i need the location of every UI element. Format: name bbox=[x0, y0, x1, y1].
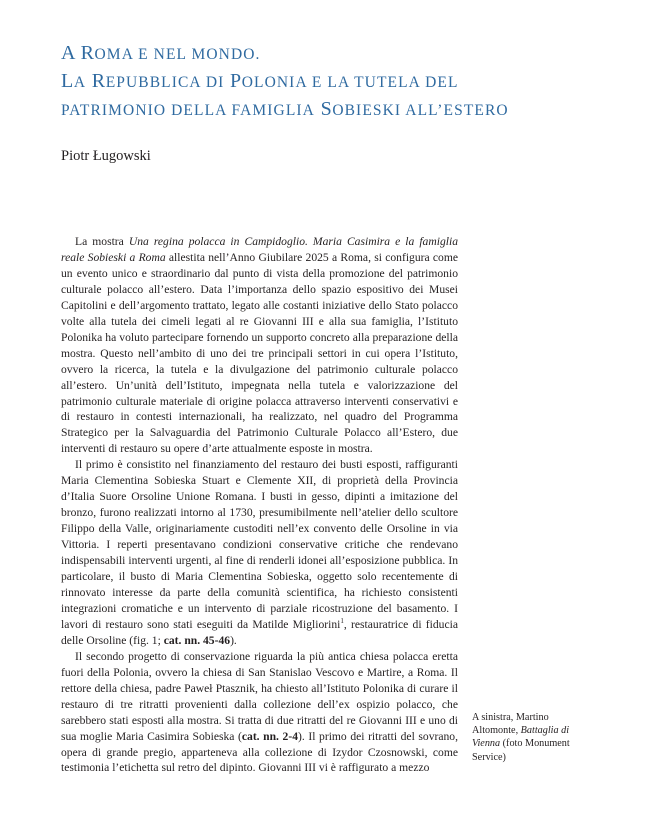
title-initial-r2: R bbox=[91, 70, 106, 92]
p2-text-b: , restauratrice di fiducia delle Orsoline (fig. 1; bbox=[61, 617, 458, 647]
p3-text-a: Il secondo progetto di conservazione riguarda la più antica chiesa polacca eretta fuori della Polonia, ovvero la chiesa di San Stanislao Vescovo e Martire, a Roma. Il rettore della chiesa, padre Paweł Ptasznik, ha chiesto all’Istituto Polonika di curare il restauro di tre ritratti provenienti dalla collezione dell’ex ospizio polacco, che sarebbero stati esposti alla mostra. Si tratta di due ritratti del re Giovanni III e uno di sua moglie Maria Casimira Sobieska ( bbox=[61, 649, 458, 743]
p1-text-a: La mostra bbox=[75, 235, 129, 248]
p2-text-a: Il primo è consistito nel finanziamento del restauro dei busti esposti, raffiguranti Maria Clementina Sobieska Stuart e Clemente XII, di proprietà della Provincia d’Italia Suore Orsoline Unione Romana. I busti in gesso, dipinti a imitazione del bronzo, furono realizzati intorno al 1730, presumibilmente nell’atelier dello scultore Filippo della Valle, originariamente custoditi nell’ex convento delle Orsoline in via Vittoria. I reperti presentavano condizioni conservative critiche che rendevano indispensabili interventi urgenti, al fine di renderli idonei all’esposizione pubblica. In particolare, il busto di Maria Clementina Sobieska, oggetto solo recentemente di rinnovato interesse da parte della comunità scientifica, ha richiesto consistenti integrazioni cromatiche e un intervento di parziale ricostruzione del basamento. I lavori di restauro sono stati eseguiti da Matilde Migliorini bbox=[61, 458, 458, 631]
p3-text-b: ). Il primo dei ritratti del sovrano, opera di grande pregio, apparteneva alla collezione di Izydor Czosnowski, come testimonia l’etichetta sul retro del dipinto. Giovanni III vi è raffigurato a mezzo bbox=[61, 729, 458, 775]
title-line-3-text-a: PATRIMONIO DELLA FAMIGLIA bbox=[61, 102, 315, 119]
figure-caption bbox=[472, 711, 590, 764]
title-initial-l: L bbox=[61, 70, 74, 92]
title-line-1-text: OMA E NEL MONDO. bbox=[94, 46, 261, 63]
catalog-ref-45-46: cat. nn. 45-46 bbox=[163, 633, 231, 647]
chapter-title bbox=[61, 40, 621, 124]
author-name: Piotr Ługowski bbox=[61, 148, 151, 164]
title-initial-s: S bbox=[320, 98, 333, 120]
paragraph-3 bbox=[61, 649, 458, 777]
footnote-ref[interactable]: 1 bbox=[340, 617, 344, 626]
title-line-2 bbox=[61, 68, 621, 96]
p2-text-c: ). bbox=[230, 633, 237, 647]
exhibition-title: Una regina polacca in Campidoglio. Maria Casimira e la famiglia reale Sobieski a Roma bbox=[61, 235, 458, 264]
p1-text-b: allestita nell’Anno Giubilare 2025 a Roma, si configura come un evento unico e straordinario dal punto di vista della promozione del patrimonio culturale polacco all’estero. Data l’importanza dello spazio espositivo dei Musei Capitolini e dell’argomento trattato, legato alle costanti iniziative dello Stato polacco volte alla tutela dei cimeli legati al re Giovanni III e alla sua famiglia, l’Istituto Polonika ha voluto partecipare fornendo un supporto concreto alla preparazione della mostra. Questo nell’ambito di uno dei tre principali settori in cui opera l’Istituto, ovvero la ricerca, la tutela e la divulgazione del patrimonio culturale polacco all’estero. Un’unità dell’Istituto, impegnata nella tutela e valorizzazione del patrimonio culturale materiale di origine polacca attraverso interventi conservativi e di restauro in contesti internazionali, ha realizzato, nel quadro del Programma Strategico per la Salvaguardia del Patrimonio Culturale Polacco all’Estero, due interventi di restauro su opere d’arte attualmente esposte in mostra. bbox=[61, 250, 458, 456]
catalog-ref-2-4: cat. nn. 2-4 bbox=[241, 729, 299, 743]
title-initial-p: P bbox=[230, 70, 242, 92]
title-line-3-text-b: OBIESKI ALL’ESTERO bbox=[332, 102, 509, 119]
title-line-3 bbox=[61, 96, 621, 124]
title-initial-r: R bbox=[80, 42, 95, 64]
title-line-1 bbox=[61, 40, 621, 68]
caption-artwork-title: Battaglia di Vienna bbox=[472, 725, 570, 750]
paragraph-1 bbox=[61, 234, 458, 457]
article-body bbox=[61, 234, 458, 776]
caption-text-a: A sinistra, Martino Altomonte, bbox=[472, 712, 549, 737]
title-line-2-text-b: OLONIA E LA TUTELA DEL bbox=[241, 74, 459, 91]
title-line-2-text-a: EPUBBLICA DI bbox=[105, 74, 225, 91]
caption-text-b: (foto Monument Service) bbox=[472, 738, 570, 763]
paragraph-2 bbox=[61, 457, 458, 648]
title-word-la: A bbox=[73, 74, 87, 91]
title-initial-a: A bbox=[61, 42, 75, 64]
